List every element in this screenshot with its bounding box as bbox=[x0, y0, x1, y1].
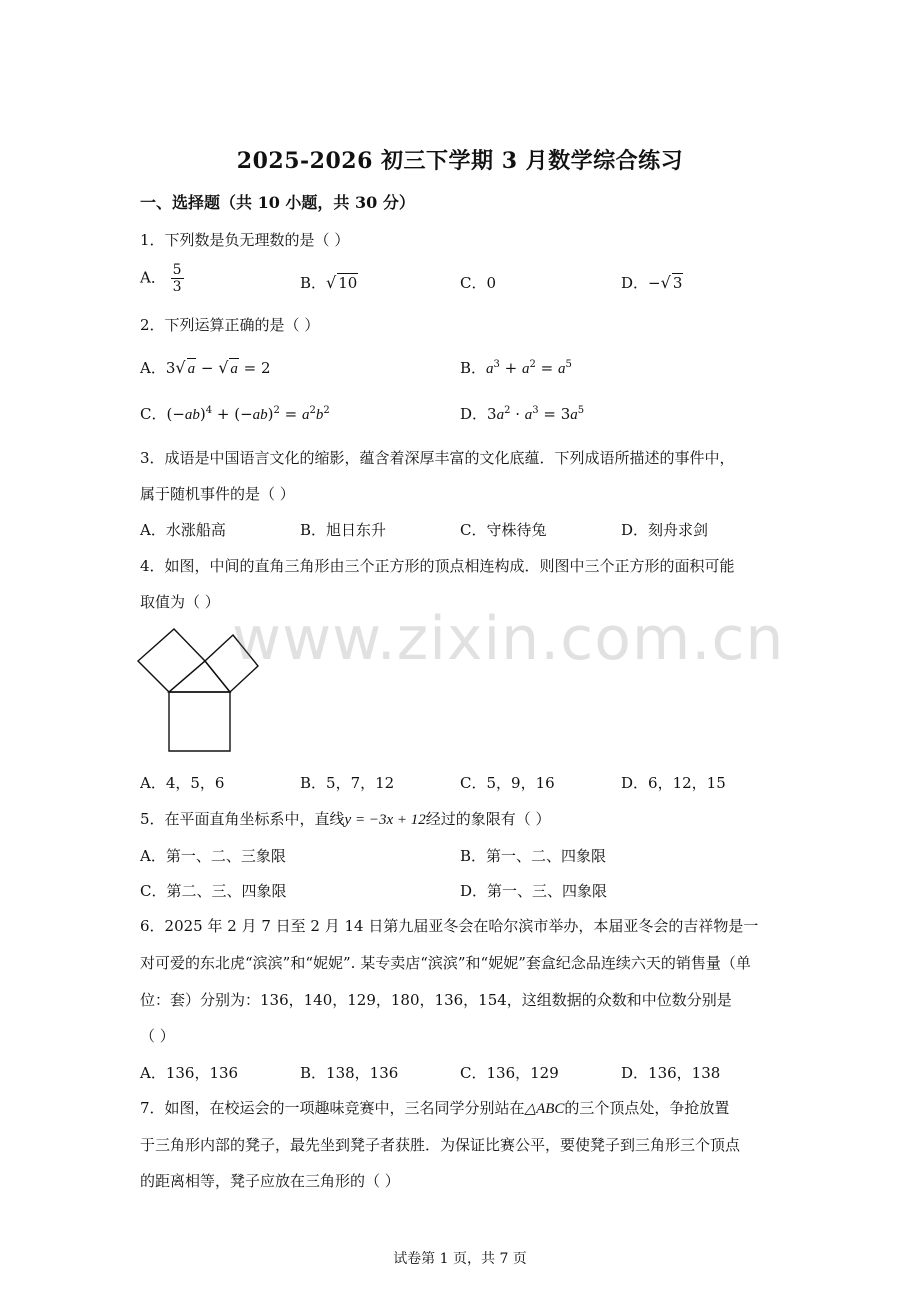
fraction: $\frac{5}{3}$ bbox=[172, 262, 182, 296]
q6-option-c: C．136，129 bbox=[460, 1064, 559, 1082]
triangle-abc: △ABC bbox=[524, 1101, 565, 1117]
question-7-stem-line1: 7．如图，在校运会的一项趣味竞赛中，三名同学分别站在△ABC的三个顶点处，争抢放置 bbox=[140, 1099, 730, 1117]
q4-option-d: D．6，12，15 bbox=[621, 774, 726, 792]
q2-option-c: C．$(-ab)^4 + (-ab)^2 = a^2b^2$ bbox=[140, 405, 330, 423]
bottom-square bbox=[169, 692, 230, 751]
question-6-stem-line3: 位：套）分别为：136，140，129，180，136，154，这组数据的众数和中位数分别是 bbox=[140, 991, 732, 1009]
question-1-stem: 1．下列数是负无理数的是（ ） bbox=[140, 231, 350, 249]
q1-option-c: C．0 bbox=[460, 274, 497, 292]
page-footer: 试卷第 1 页，共 7 页 bbox=[393, 1251, 527, 1267]
line-equation: y = −3x + 12 bbox=[344, 812, 426, 828]
question-4-stem-line1: 4．如图，中间的直角三角形由三个正方形的顶点相连构成．则图中三个正方形的面积可能 bbox=[140, 557, 735, 575]
q1-option-b: B．√ 10 bbox=[300, 273, 358, 292]
q2-option-a: A．3√ a − √ a = 2 bbox=[140, 358, 271, 377]
question-7-stem-line3: 的距离相等，凳子应放在三角形的（ ） bbox=[140, 1172, 400, 1190]
question-2-stem: 2．下列运算正确的是（ ） bbox=[140, 316, 320, 334]
left-square bbox=[138, 629, 205, 692]
q5-option-a: A．第一、二、三象限 bbox=[140, 847, 286, 865]
question-3-stem-line2: 属于随机事件的是（ ） bbox=[140, 485, 295, 503]
q6-option-d: D．136，138 bbox=[621, 1064, 721, 1082]
watermark: www.zixin.com.cn bbox=[232, 604, 785, 674]
q5-option-b: B．第一、二、四象限 bbox=[460, 847, 607, 865]
radical-sign: √ bbox=[326, 273, 337, 292]
q6-option-b: B．138，136 bbox=[300, 1064, 399, 1082]
radical-sign: √ bbox=[660, 273, 671, 292]
q5-option-d: D．第一、三、四象限 bbox=[460, 882, 608, 900]
q1-option-d: D．−√ 3 bbox=[621, 273, 683, 292]
q1-option-a: A． $\frac{5}{3}$ bbox=[140, 262, 182, 296]
q6-option-a: A．136，136 bbox=[140, 1064, 239, 1082]
q2-option-d: D．$3a^2 \cdot a^3 = 3a^5$ bbox=[460, 405, 585, 423]
page-title: 2025-2026 初三下学期 3 月数学综合练习 bbox=[236, 148, 684, 174]
q4-option-b: B．5，7，12 bbox=[300, 774, 395, 792]
q3-option-c: C．守株待兔 bbox=[460, 521, 547, 539]
question-5-stem: 5．在平面直角坐标系中，直线y = −3x + 12经过的象限有（ ） bbox=[140, 810, 551, 828]
question-6-stem-line1: 6．2025 年 2 月 7 日至 2 月 14 日第九届亚冬会在哈尔滨市举办，本届亚冬会的吉祥物是一 bbox=[140, 917, 759, 935]
section-heading: 一、选择题（共 10 小题，共 30 分） bbox=[140, 193, 415, 212]
question-6-stem-line4: （ ） bbox=[140, 1027, 175, 1045]
question-4-stem-line2: 取值为（ ） bbox=[140, 593, 220, 611]
q5-option-c: C．第二、三、四象限 bbox=[140, 882, 287, 900]
question-6-stem-line2: 对可爱的东北虎“滨滨”和“妮妮”. 某专卖店“滨滨”和“妮妮”套盒纪念品连续六天的销售量（单 bbox=[140, 954, 751, 972]
question-7-stem-line2: 于三角形内部的凳子，最先坐到凳子者获胜．为保证比赛公平，要使凳子到三角形三个顶点 bbox=[140, 1136, 741, 1154]
question-3-stem-line1: 3．成语是中国语言文化的缩影，蕴含着深厚丰富的文化底蕴．下列成语所描述的事件中， bbox=[140, 449, 735, 467]
q3-option-d: D．刻舟求剑 bbox=[621, 521, 709, 539]
q2-option-b: B．$a^3 + a^2 = a^5$ bbox=[460, 359, 572, 377]
q3-option-b: B．旭日东升 bbox=[300, 521, 387, 539]
q3-option-a: A．水涨船高 bbox=[140, 521, 226, 539]
q4-option-a: A．4，5，6 bbox=[140, 774, 225, 792]
q4-option-c: C．5，9，16 bbox=[460, 774, 555, 792]
